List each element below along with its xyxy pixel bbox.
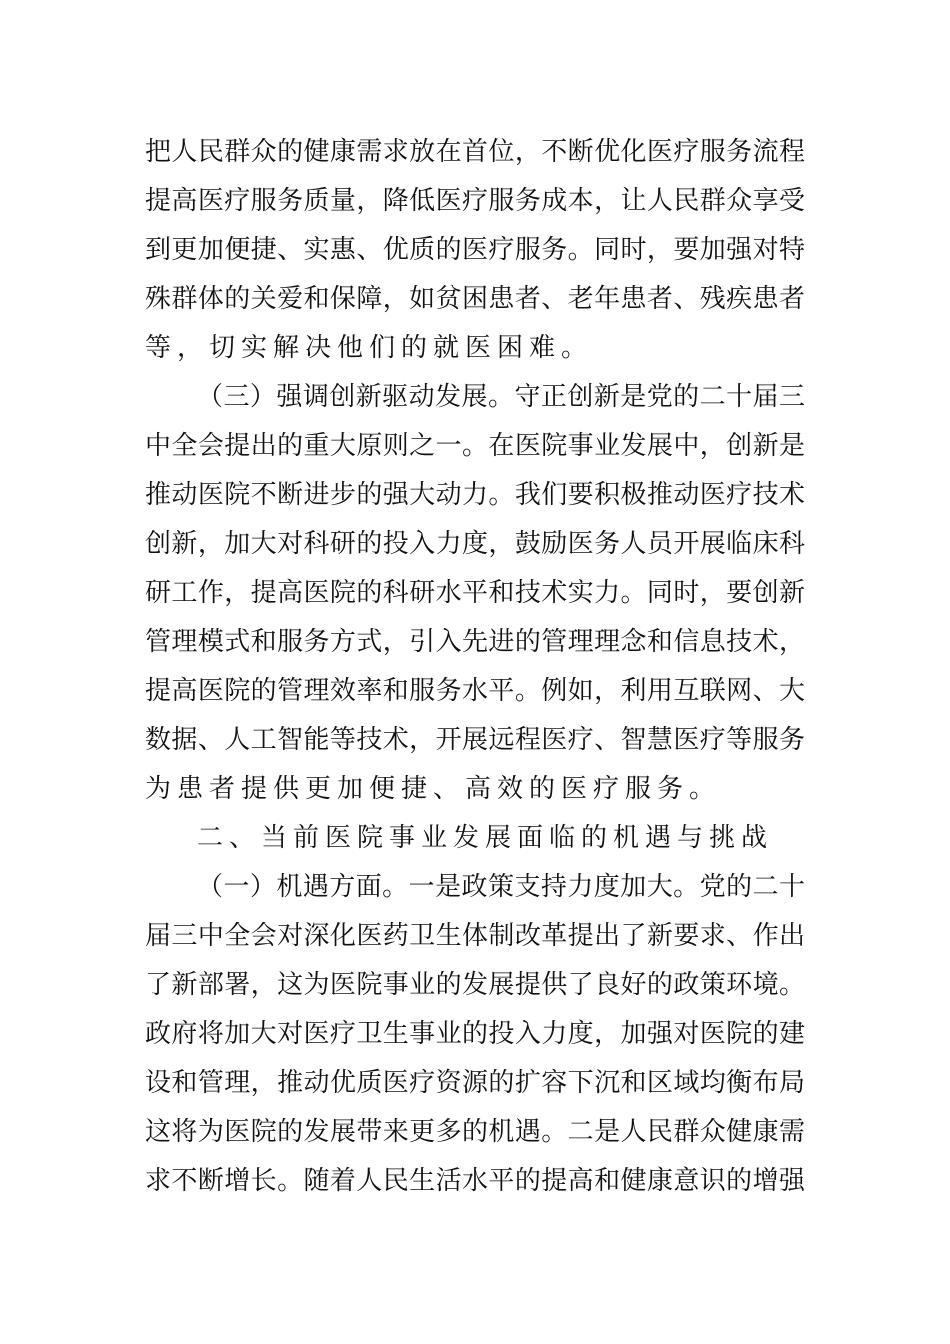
text-line: 把人民群众的健康需求放在首位，不断优化医疗服务流程: [145, 137, 805, 167]
chapter-heading: 二、当前医院事业发展面临的机遇与挑战: [197, 823, 774, 853]
text-line: 推动医院不断进步的强大动力。我们要积极推动医疗技术: [145, 480, 805, 510]
text-line: 提高医院的管理效率和服务水平。例如，利用互联网、大: [145, 676, 805, 706]
text-line: 管理模式和服务方式，引入先进的管理理念和信息技术，: [145, 627, 805, 657]
text-line: 求不断增长。随着人民生活水平的提高和健康意识的增强: [145, 1166, 805, 1196]
text-line: 提高医疗服务质量，降低医疗服务成本，让人民群众享受: [145, 186, 805, 216]
text-line: 届三中全会对深化医药卫生体制改革提出了新要求、作出: [145, 921, 805, 951]
text-line: 研工作，提高医院的科研水平和技术实力。同时，要创新: [145, 578, 805, 608]
text-line: 了新部署，这为医院事业的发展提供了良好的政策环境。: [145, 970, 805, 1000]
text-line: 为患者提供更加便捷、高效的医疗服务。: [145, 774, 722, 804]
text-line: 数据、人工智能等技术，开展远程医疗、智慧医疗等服务: [145, 725, 805, 755]
text-line: 设和管理，推动优质医疗资源的扩容下沉和区域均衡布局: [145, 1068, 805, 1098]
text-line: 创新，加大对科研的投入力度，鼓励医务人员开展临床科: [145, 529, 805, 559]
section-heading-line: （三）强调创新驱动发展。守正创新是党的二十届三: [197, 382, 805, 412]
text-line: 中全会提出的重大原则之一。在医院事业发展中，创新是: [145, 431, 805, 461]
text-line: 等，切实解决他们的就医困难。: [145, 333, 594, 363]
text-line: 政府将加大对医疗卫生事业的投入力度，加强对医院的建: [145, 1019, 805, 1049]
text-line: 殊群体的关爱和保障，如贫困患者、老年患者、残疾患者: [145, 284, 805, 314]
text-line: 到更加便捷、实惠、优质的医疗服务。同时，要加强对特: [145, 235, 805, 265]
section-heading-line: （一）机遇方面。一是政策支持力度加大。党的二十: [197, 872, 805, 902]
text-line: 这将为医院的发展带来更多的机遇。二是人民群众健康需: [145, 1117, 805, 1147]
